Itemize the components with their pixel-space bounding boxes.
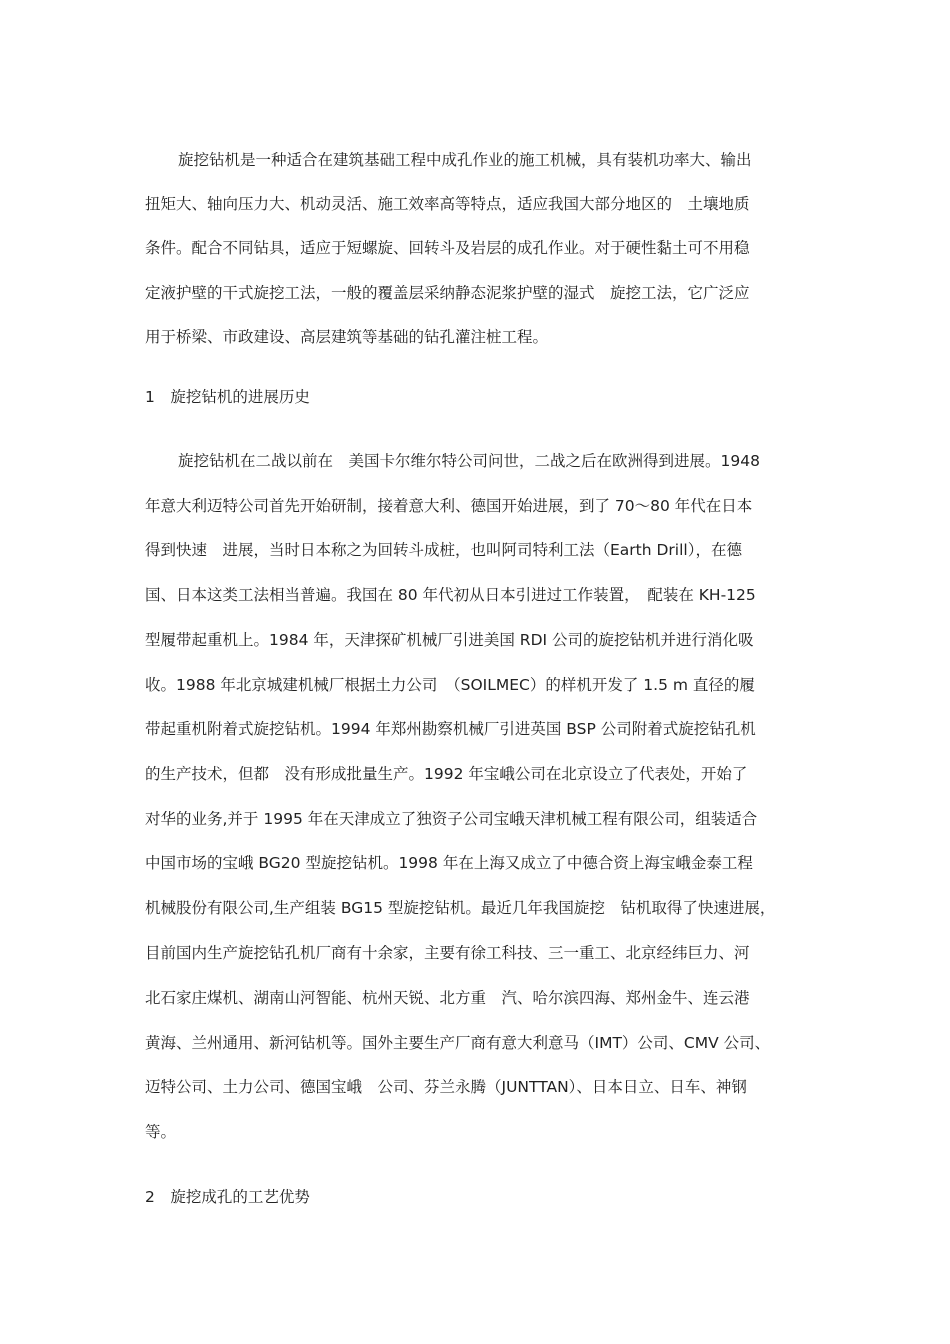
- paragraph-line: 等。: [145, 1123, 177, 1141]
- paragraph-line: 中国市场的宝峨 BG20 型旋挖钻机。1998 年在上海又成立了中德合资上海宝峨金泰工程: [145, 854, 753, 872]
- paragraph-line: 定液护壁的干式旋挖工法，一般的覆盖层采纳静态泥浆护壁的湿式 旋挖工法，它广泛应: [145, 284, 750, 302]
- paragraph-line: 对华的业务,并于 1995 年在天津成立了独资子公司宝峨天津机械工程有限公司，组装适合: [145, 810, 758, 828]
- paragraph-line: 型履带起重机上。1984 年，天津探矿机械厂引进美国 RDI 公司的旋挖钻机并进行消化吸: [145, 631, 754, 649]
- paragraph-line: 扭矩大、轴向压力大、机动灵活、施工效率高等特点，适应我国大部分地区的 土壤地质: [145, 195, 750, 213]
- paragraph-line: 旋挖钻机在二战以前在 美国卡尔维尔特公司问世，二战之后在欧洲得到进展。1948: [178, 452, 760, 470]
- paragraph-line: 年意大利迈特公司首先开始研制，接着意大利、德国开始进展，到了 70～80 年代在日本: [145, 497, 753, 515]
- paragraph-line: 目前国内生产旋挖钻孔机厂商有十余家，主要有徐工科技、三一重工、北京经纬巨力、河: [145, 944, 750, 962]
- paragraph-line: 带起重机附着式旋挖钻机。1994 年郑州勘察机械厂引进英国 BSP 公司附着式旋挖钻孔机: [145, 720, 756, 738]
- section-heading-history: 1 旋挖钻机的进展历史: [145, 388, 310, 406]
- paragraph-line: 条件。配合不同钻具，适应于短螺旋、回转斗及岩层的成孔作业。对于硬性黏土可不用稳: [145, 239, 750, 257]
- paragraph-line: 国、日本这类工法相当普遍。我国在 80 年代初从日本引进过工作装置， 配装在 KH-125: [145, 586, 756, 604]
- paragraph-line: 黄海、兰州通用、新河钻机等。国外主要生产厂商有意大利意马（IMT）公司、CMV 公司、: [145, 1034, 771, 1052]
- paragraph-line: 收。1988 年北京城建机械厂根据土力公司 （SOILMEC）的样机开发了 1.5 m 直径的履: [145, 676, 755, 694]
- paragraph-line: 迈特公司、土力公司、德国宝峨 公司、芬兰永腾（JUNTTAN）、日本日立、日车、神钢: [145, 1078, 747, 1096]
- paragraph-line: 得到快速 进展，当时日本称之为回转斗成桩，也叫阿司特利工法（Earth Drill），在德: [145, 541, 742, 559]
- paragraph-line: 旋挖钻机是一种适合在建筑基础工程中成孔作业的施工机械，具有装机功率大、输出: [178, 151, 752, 169]
- paragraph-line: 的生产技术，但都 没有形成批量生产。1992 年宝峨公司在北京设立了代表处，开始了: [145, 765, 748, 783]
- paragraph-line: 机械股份有限公司,生产组装 BG15 型旋挖钻机。最近几年我国旋挖 钻机取得了快速进展，: [145, 899, 776, 917]
- paragraph-line: 北石家庄煤机、湖南山河智能、杭州天锐、北方重 汽、哈尔滨四海、郑州金牛、连云港: [145, 989, 750, 1007]
- section-heading-advantages: 2 旋挖成孔的工艺优势: [145, 1188, 310, 1206]
- paragraph-line: 用于桥梁、市政建设、高层建筑等基础的钻孔灌注桩工程。: [145, 328, 549, 346]
